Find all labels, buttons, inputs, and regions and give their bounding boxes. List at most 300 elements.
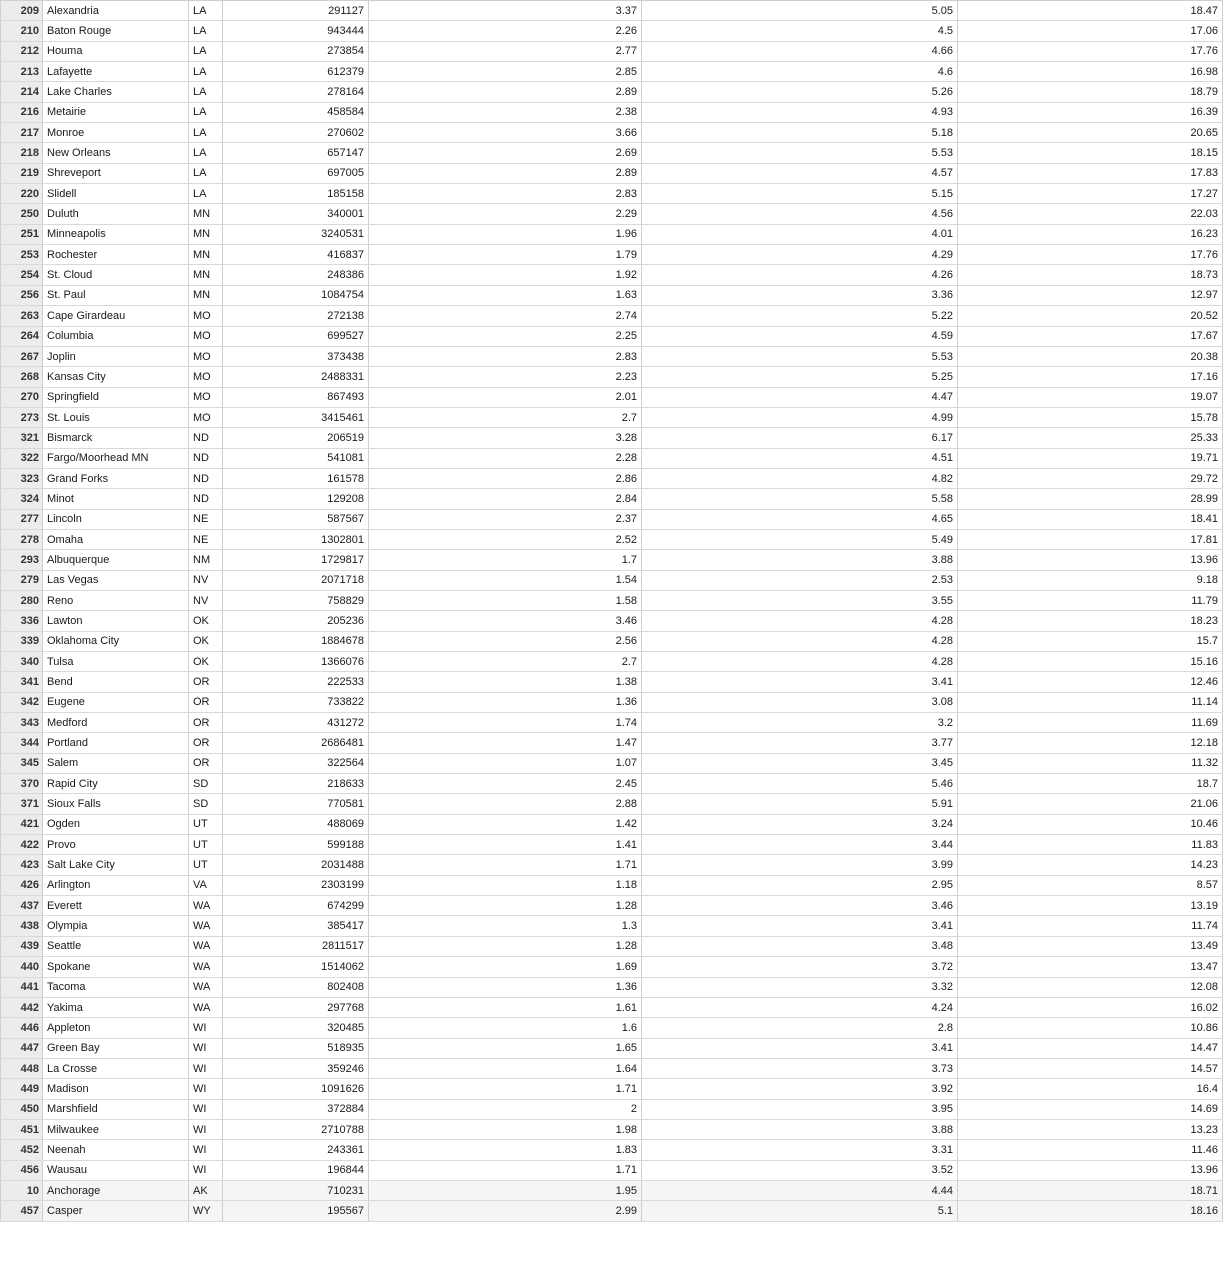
value-c-cell[interactable]: 11.32 xyxy=(958,753,1223,773)
value-c-cell[interactable]: 11.79 xyxy=(958,590,1223,610)
value-a-cell[interactable]: 1.07 xyxy=(369,753,642,773)
value-a-cell[interactable]: 2.84 xyxy=(369,489,642,509)
state-cell[interactable]: MN xyxy=(189,245,223,265)
value-a-cell[interactable]: 1.47 xyxy=(369,733,642,753)
city-cell[interactable]: Rochester xyxy=(43,245,189,265)
state-cell[interactable]: LA xyxy=(189,123,223,143)
state-cell[interactable]: SD xyxy=(189,794,223,814)
value-a-cell[interactable]: 2.69 xyxy=(369,143,642,163)
city-cell[interactable]: Sioux Falls xyxy=(43,794,189,814)
city-cell[interactable]: Reno xyxy=(43,590,189,610)
row-id-cell[interactable]: 452 xyxy=(1,1140,43,1160)
state-cell[interactable]: UT xyxy=(189,855,223,875)
state-cell[interactable]: ND xyxy=(189,448,223,468)
table-row[interactable] xyxy=(1,794,1223,814)
city-cell[interactable]: Yakima xyxy=(43,997,189,1017)
state-cell[interactable]: OR xyxy=(189,713,223,733)
population-cell[interactable]: 488069 xyxy=(223,814,369,834)
value-b-cell[interactable]: 4.26 xyxy=(642,265,958,285)
table-row[interactable] xyxy=(1,367,1223,387)
population-cell[interactable]: 1366076 xyxy=(223,652,369,672)
table-row[interactable] xyxy=(1,1058,1223,1078)
population-cell[interactable]: 431272 xyxy=(223,713,369,733)
population-cell[interactable]: 2303199 xyxy=(223,875,369,895)
city-cell[interactable]: Albuquerque xyxy=(43,550,189,570)
value-b-cell[interactable]: 3.24 xyxy=(642,814,958,834)
value-c-cell[interactable]: 18.16 xyxy=(958,1201,1223,1221)
table-row[interactable] xyxy=(1,62,1223,82)
value-c-cell[interactable]: 20.65 xyxy=(958,123,1223,143)
value-a-cell[interactable]: 2.25 xyxy=(369,326,642,346)
state-cell[interactable]: MN xyxy=(189,204,223,224)
value-c-cell[interactable]: 15.16 xyxy=(958,652,1223,672)
value-b-cell[interactable]: 4.99 xyxy=(642,407,958,427)
value-a-cell[interactable]: 1.71 xyxy=(369,855,642,875)
value-b-cell[interactable]: 3.92 xyxy=(642,1079,958,1099)
population-cell[interactable]: 770581 xyxy=(223,794,369,814)
value-a-cell[interactable]: 1.63 xyxy=(369,285,642,305)
row-id-cell[interactable]: 254 xyxy=(1,265,43,285)
value-b-cell[interactable]: 4.59 xyxy=(642,326,958,346)
value-c-cell[interactable]: 18.15 xyxy=(958,143,1223,163)
table-row[interactable] xyxy=(1,1079,1223,1099)
value-b-cell[interactable]: 5.53 xyxy=(642,346,958,366)
population-cell[interactable]: 674299 xyxy=(223,896,369,916)
value-c-cell[interactable]: 16.98 xyxy=(958,62,1223,82)
row-id-cell[interactable]: 446 xyxy=(1,1018,43,1038)
table-row[interactable] xyxy=(1,753,1223,773)
value-c-cell[interactable]: 20.38 xyxy=(958,346,1223,366)
value-c-cell[interactable]: 19.71 xyxy=(958,448,1223,468)
value-a-cell[interactable]: 1.28 xyxy=(369,896,642,916)
state-cell[interactable]: OK xyxy=(189,652,223,672)
value-c-cell[interactable]: 11.46 xyxy=(958,1140,1223,1160)
population-cell[interactable]: 1884678 xyxy=(223,631,369,651)
population-cell[interactable]: 185158 xyxy=(223,184,369,204)
city-cell[interactable]: Joplin xyxy=(43,346,189,366)
city-cell[interactable]: St. Paul xyxy=(43,285,189,305)
value-a-cell[interactable]: 2.29 xyxy=(369,204,642,224)
population-cell[interactable]: 373438 xyxy=(223,346,369,366)
table-row[interactable] xyxy=(1,1018,1223,1038)
table-row[interactable] xyxy=(1,245,1223,265)
population-cell[interactable]: 218633 xyxy=(223,774,369,794)
row-id-cell[interactable]: 439 xyxy=(1,936,43,956)
value-b-cell[interactable]: 2.95 xyxy=(642,875,958,895)
value-b-cell[interactable]: 4.44 xyxy=(642,1180,958,1200)
city-cell[interactable]: Fargo/Moorhead MN xyxy=(43,448,189,468)
population-cell[interactable]: 129208 xyxy=(223,489,369,509)
value-c-cell[interactable]: 16.23 xyxy=(958,224,1223,244)
value-c-cell[interactable]: 18.73 xyxy=(958,265,1223,285)
row-id-cell[interactable]: 438 xyxy=(1,916,43,936)
row-id-cell[interactable]: 210 xyxy=(1,21,43,41)
city-cell[interactable]: Lawton xyxy=(43,611,189,631)
state-cell[interactable]: WI xyxy=(189,1099,223,1119)
table-row[interactable] xyxy=(1,204,1223,224)
table-row[interactable] xyxy=(1,123,1223,143)
table-row[interactable] xyxy=(1,590,1223,610)
city-cell[interactable]: Marshfield xyxy=(43,1099,189,1119)
state-cell[interactable]: OK xyxy=(189,631,223,651)
city-cell[interactable]: Wausau xyxy=(43,1160,189,1180)
city-cell[interactable]: La Crosse xyxy=(43,1058,189,1078)
value-b-cell[interactable]: 5.22 xyxy=(642,306,958,326)
value-a-cell[interactable]: 1.7 xyxy=(369,550,642,570)
city-cell[interactable]: Ogden xyxy=(43,814,189,834)
state-cell[interactable]: LA xyxy=(189,143,223,163)
value-a-cell[interactable]: 2.37 xyxy=(369,509,642,529)
row-id-cell[interactable]: 345 xyxy=(1,753,43,773)
population-cell[interactable]: 272138 xyxy=(223,306,369,326)
state-cell[interactable]: LA xyxy=(189,21,223,41)
row-id-cell[interactable]: 251 xyxy=(1,224,43,244)
value-a-cell[interactable]: 2.89 xyxy=(369,163,642,183)
row-id-cell[interactable]: 343 xyxy=(1,713,43,733)
row-id-cell[interactable]: 270 xyxy=(1,387,43,407)
population-cell[interactable]: 1729817 xyxy=(223,550,369,570)
state-cell[interactable]: MO xyxy=(189,367,223,387)
row-id-cell[interactable]: 219 xyxy=(1,163,43,183)
table-row[interactable] xyxy=(1,875,1223,895)
value-b-cell[interactable]: 3.73 xyxy=(642,1058,958,1078)
value-c-cell[interactable]: 13.47 xyxy=(958,957,1223,977)
city-cell[interactable]: Tacoma xyxy=(43,977,189,997)
table-row[interactable] xyxy=(1,428,1223,448)
value-a-cell[interactable]: 3.66 xyxy=(369,123,642,143)
row-id-cell[interactable]: 449 xyxy=(1,1079,43,1099)
city-cell[interactable]: New Orleans xyxy=(43,143,189,163)
value-c-cell[interactable]: 17.76 xyxy=(958,245,1223,265)
value-b-cell[interactable]: 3.88 xyxy=(642,1119,958,1139)
value-a-cell[interactable]: 2.23 xyxy=(369,367,642,387)
value-c-cell[interactable]: 18.71 xyxy=(958,1180,1223,1200)
value-c-cell[interactable]: 12.08 xyxy=(958,977,1223,997)
value-a-cell[interactable]: 2.7 xyxy=(369,407,642,427)
state-cell[interactable]: MO xyxy=(189,306,223,326)
table-row[interactable] xyxy=(1,407,1223,427)
table-row[interactable] xyxy=(1,326,1223,346)
row-id-cell[interactable]: 268 xyxy=(1,367,43,387)
row-id-cell[interactable]: 344 xyxy=(1,733,43,753)
city-cell[interactable]: Milwaukee xyxy=(43,1119,189,1139)
population-cell[interactable]: 458584 xyxy=(223,102,369,122)
value-b-cell[interactable]: 3.45 xyxy=(642,753,958,773)
row-id-cell[interactable]: 423 xyxy=(1,855,43,875)
table-row[interactable] xyxy=(1,1201,1223,1221)
value-b-cell[interactable]: 3.88 xyxy=(642,550,958,570)
table-row[interactable] xyxy=(1,692,1223,712)
value-a-cell[interactable]: 2.7 xyxy=(369,652,642,672)
value-c-cell[interactable]: 17.16 xyxy=(958,367,1223,387)
population-cell[interactable]: 243361 xyxy=(223,1140,369,1160)
state-cell[interactable]: WI xyxy=(189,1140,223,1160)
city-cell[interactable]: Portland xyxy=(43,733,189,753)
population-cell[interactable]: 297768 xyxy=(223,997,369,1017)
value-a-cell[interactable]: 1.58 xyxy=(369,590,642,610)
state-cell[interactable]: MO xyxy=(189,407,223,427)
value-c-cell[interactable]: 8.57 xyxy=(958,875,1223,895)
population-cell[interactable]: 599188 xyxy=(223,835,369,855)
population-cell[interactable]: 2710788 xyxy=(223,1119,369,1139)
state-cell[interactable]: WA xyxy=(189,936,223,956)
state-cell[interactable]: ND xyxy=(189,489,223,509)
city-cell[interactable]: Eugene xyxy=(43,692,189,712)
value-c-cell[interactable]: 16.39 xyxy=(958,102,1223,122)
value-a-cell[interactable]: 2.45 xyxy=(369,774,642,794)
value-c-cell[interactable]: 17.76 xyxy=(958,41,1223,61)
population-cell[interactable]: 3240531 xyxy=(223,224,369,244)
value-b-cell[interactable]: 5.18 xyxy=(642,123,958,143)
state-cell[interactable]: WI xyxy=(189,1038,223,1058)
table-row[interactable] xyxy=(1,387,1223,407)
row-id-cell[interactable]: 421 xyxy=(1,814,43,834)
value-a-cell[interactable]: 1.3 xyxy=(369,916,642,936)
value-c-cell[interactable]: 20.52 xyxy=(958,306,1223,326)
table-row[interactable] xyxy=(1,570,1223,590)
city-cell[interactable]: Bismarck xyxy=(43,428,189,448)
city-cell[interactable]: Springfield xyxy=(43,387,189,407)
population-cell[interactable]: 699527 xyxy=(223,326,369,346)
value-a-cell[interactable]: 2.26 xyxy=(369,21,642,41)
row-id-cell[interactable]: 371 xyxy=(1,794,43,814)
table-row[interactable] xyxy=(1,916,1223,936)
value-b-cell[interactable]: 3.41 xyxy=(642,1038,958,1058)
table-row[interactable] xyxy=(1,550,1223,570)
value-b-cell[interactable]: 5.05 xyxy=(642,1,958,21)
row-id-cell[interactable]: 209 xyxy=(1,1,43,21)
population-cell[interactable]: 657147 xyxy=(223,143,369,163)
value-a-cell[interactable]: 1.95 xyxy=(369,1180,642,1200)
table-row[interactable] xyxy=(1,733,1223,753)
city-cell[interactable]: Tulsa xyxy=(43,652,189,672)
row-id-cell[interactable]: 322 xyxy=(1,448,43,468)
row-id-cell[interactable]: 451 xyxy=(1,1119,43,1139)
city-cell[interactable]: Casper xyxy=(43,1201,189,1221)
value-b-cell[interactable]: 3.99 xyxy=(642,855,958,875)
population-cell[interactable]: 2811517 xyxy=(223,936,369,956)
city-cell[interactable]: Grand Forks xyxy=(43,468,189,488)
state-cell[interactable]: ND xyxy=(189,428,223,448)
value-b-cell[interactable]: 4.01 xyxy=(642,224,958,244)
population-cell[interactable]: 416837 xyxy=(223,245,369,265)
value-c-cell[interactable]: 14.47 xyxy=(958,1038,1223,1058)
city-cell[interactable]: Appleton xyxy=(43,1018,189,1038)
value-c-cell[interactable]: 13.49 xyxy=(958,936,1223,956)
state-cell[interactable]: VA xyxy=(189,875,223,895)
population-cell[interactable]: 733822 xyxy=(223,692,369,712)
population-cell[interactable]: 273854 xyxy=(223,41,369,61)
value-b-cell[interactable]: 3.95 xyxy=(642,1099,958,1119)
state-cell[interactable]: WY xyxy=(189,1201,223,1221)
value-c-cell[interactable]: 17.27 xyxy=(958,184,1223,204)
value-a-cell[interactable]: 2.56 xyxy=(369,631,642,651)
value-b-cell[interactable]: 5.1 xyxy=(642,1201,958,1221)
value-c-cell[interactable]: 13.96 xyxy=(958,1160,1223,1180)
state-cell[interactable]: WI xyxy=(189,1079,223,1099)
table-row[interactable] xyxy=(1,672,1223,692)
value-c-cell[interactable]: 11.83 xyxy=(958,835,1223,855)
state-cell[interactable]: UT xyxy=(189,814,223,834)
value-b-cell[interactable]: 4.57 xyxy=(642,163,958,183)
value-c-cell[interactable]: 17.06 xyxy=(958,21,1223,41)
state-cell[interactable]: SD xyxy=(189,774,223,794)
city-cell[interactable]: Seattle xyxy=(43,936,189,956)
value-b-cell[interactable]: 5.25 xyxy=(642,367,958,387)
value-b-cell[interactable]: 4.56 xyxy=(642,204,958,224)
row-id-cell[interactable]: 339 xyxy=(1,631,43,651)
state-cell[interactable]: WI xyxy=(189,1160,223,1180)
value-c-cell[interactable]: 13.96 xyxy=(958,550,1223,570)
value-c-cell[interactable]: 25.33 xyxy=(958,428,1223,448)
value-c-cell[interactable]: 13.23 xyxy=(958,1119,1223,1139)
table-row[interactable] xyxy=(1,631,1223,651)
state-cell[interactable]: NV xyxy=(189,570,223,590)
city-cell[interactable]: Las Vegas xyxy=(43,570,189,590)
state-cell[interactable]: OR xyxy=(189,733,223,753)
row-id-cell[interactable]: 214 xyxy=(1,82,43,102)
city-cell[interactable]: St. Louis xyxy=(43,407,189,427)
value-c-cell[interactable]: 10.86 xyxy=(958,1018,1223,1038)
table-row[interactable] xyxy=(1,1038,1223,1058)
value-c-cell[interactable]: 14.69 xyxy=(958,1099,1223,1119)
value-a-cell[interactable]: 1.71 xyxy=(369,1079,642,1099)
city-cell[interactable]: Salem xyxy=(43,753,189,773)
value-b-cell[interactable]: 5.15 xyxy=(642,184,958,204)
table-row[interactable] xyxy=(1,774,1223,794)
table-row[interactable] xyxy=(1,265,1223,285)
table-row[interactable] xyxy=(1,896,1223,916)
value-b-cell[interactable]: 5.46 xyxy=(642,774,958,794)
city-cell[interactable]: Baton Rouge xyxy=(43,21,189,41)
table-row[interactable] xyxy=(1,611,1223,631)
table-row[interactable] xyxy=(1,163,1223,183)
city-cell[interactable]: Madison xyxy=(43,1079,189,1099)
value-c-cell[interactable]: 13.19 xyxy=(958,896,1223,916)
city-cell[interactable]: Monroe xyxy=(43,123,189,143)
row-id-cell[interactable]: 10 xyxy=(1,1180,43,1200)
city-cell[interactable]: Anchorage xyxy=(43,1180,189,1200)
value-b-cell[interactable]: 4.28 xyxy=(642,652,958,672)
value-c-cell[interactable]: 21.06 xyxy=(958,794,1223,814)
row-id-cell[interactable]: 341 xyxy=(1,672,43,692)
row-id-cell[interactable]: 442 xyxy=(1,997,43,1017)
table-row[interactable] xyxy=(1,977,1223,997)
value-a-cell[interactable]: 2.83 xyxy=(369,346,642,366)
population-cell[interactable]: 385417 xyxy=(223,916,369,936)
row-id-cell[interactable]: 218 xyxy=(1,143,43,163)
value-b-cell[interactable]: 3.48 xyxy=(642,936,958,956)
state-cell[interactable]: LA xyxy=(189,184,223,204)
city-cell[interactable]: Olympia xyxy=(43,916,189,936)
value-a-cell[interactable]: 1.64 xyxy=(369,1058,642,1078)
value-b-cell[interactable]: 4.47 xyxy=(642,387,958,407)
population-cell[interactable]: 587567 xyxy=(223,509,369,529)
state-cell[interactable]: LA xyxy=(189,163,223,183)
value-a-cell[interactable]: 1.65 xyxy=(369,1038,642,1058)
value-b-cell[interactable]: 4.28 xyxy=(642,611,958,631)
row-id-cell[interactable]: 441 xyxy=(1,977,43,997)
city-cell[interactable]: Houma xyxy=(43,41,189,61)
row-id-cell[interactable]: 321 xyxy=(1,428,43,448)
state-cell[interactable]: WI xyxy=(189,1018,223,1038)
table-row[interactable] xyxy=(1,529,1223,549)
value-b-cell[interactable]: 4.51 xyxy=(642,448,958,468)
row-id-cell[interactable]: 216 xyxy=(1,102,43,122)
population-cell[interactable]: 248386 xyxy=(223,265,369,285)
value-a-cell[interactable]: 1.61 xyxy=(369,997,642,1017)
row-id-cell[interactable]: 277 xyxy=(1,509,43,529)
row-id-cell[interactable]: 440 xyxy=(1,957,43,977)
value-a-cell[interactable]: 3.46 xyxy=(369,611,642,631)
row-id-cell[interactable]: 256 xyxy=(1,285,43,305)
city-cell[interactable]: Omaha xyxy=(43,529,189,549)
population-cell[interactable]: 1091626 xyxy=(223,1079,369,1099)
city-cell[interactable]: Oklahoma City xyxy=(43,631,189,651)
population-cell[interactable]: 2031488 xyxy=(223,855,369,875)
table-row[interactable] xyxy=(1,306,1223,326)
population-cell[interactable]: 205236 xyxy=(223,611,369,631)
state-cell[interactable]: MN xyxy=(189,224,223,244)
population-cell[interactable]: 612379 xyxy=(223,62,369,82)
table-row[interactable] xyxy=(1,1,1223,21)
city-cell[interactable]: Everett xyxy=(43,896,189,916)
city-cell[interactable]: Shreveport xyxy=(43,163,189,183)
value-b-cell[interactable]: 4.29 xyxy=(642,245,958,265)
table-row[interactable] xyxy=(1,1160,1223,1180)
value-a-cell[interactable]: 1.36 xyxy=(369,977,642,997)
state-cell[interactable]: LA xyxy=(189,102,223,122)
state-cell[interactable]: UT xyxy=(189,835,223,855)
state-cell[interactable]: WI xyxy=(189,1058,223,1078)
state-cell[interactable]: NV xyxy=(189,590,223,610)
value-c-cell[interactable]: 15.78 xyxy=(958,407,1223,427)
city-cell[interactable]: Lake Charles xyxy=(43,82,189,102)
city-cell[interactable]: Minneapolis xyxy=(43,224,189,244)
population-cell[interactable]: 697005 xyxy=(223,163,369,183)
state-cell[interactable]: OR xyxy=(189,672,223,692)
table-row[interactable] xyxy=(1,1140,1223,1160)
value-a-cell[interactable]: 1.92 xyxy=(369,265,642,285)
city-cell[interactable]: Duluth xyxy=(43,204,189,224)
row-id-cell[interactable]: 323 xyxy=(1,468,43,488)
row-id-cell[interactable]: 340 xyxy=(1,652,43,672)
value-c-cell[interactable]: 10.46 xyxy=(958,814,1223,834)
value-c-cell[interactable]: 18.41 xyxy=(958,509,1223,529)
value-b-cell[interactable]: 5.53 xyxy=(642,143,958,163)
value-c-cell[interactable]: 19.07 xyxy=(958,387,1223,407)
value-a-cell[interactable]: 2.99 xyxy=(369,1201,642,1221)
table-row[interactable] xyxy=(1,957,1223,977)
value-b-cell[interactable]: 2.53 xyxy=(642,570,958,590)
table-row[interactable] xyxy=(1,285,1223,305)
table-row[interactable] xyxy=(1,1119,1223,1139)
value-c-cell[interactable]: 11.69 xyxy=(958,713,1223,733)
population-cell[interactable]: 161578 xyxy=(223,468,369,488)
population-cell[interactable]: 1084754 xyxy=(223,285,369,305)
population-cell[interactable]: 541081 xyxy=(223,448,369,468)
row-id-cell[interactable]: 217 xyxy=(1,123,43,143)
population-cell[interactable]: 222533 xyxy=(223,672,369,692)
state-cell[interactable]: WA xyxy=(189,916,223,936)
value-a-cell[interactable]: 1.69 xyxy=(369,957,642,977)
value-a-cell[interactable]: 2.74 xyxy=(369,306,642,326)
table-row[interactable] xyxy=(1,224,1223,244)
value-b-cell[interactable]: 4.93 xyxy=(642,102,958,122)
value-c-cell[interactable]: 15.7 xyxy=(958,631,1223,651)
state-cell[interactable]: WA xyxy=(189,977,223,997)
value-c-cell[interactable]: 17.81 xyxy=(958,529,1223,549)
